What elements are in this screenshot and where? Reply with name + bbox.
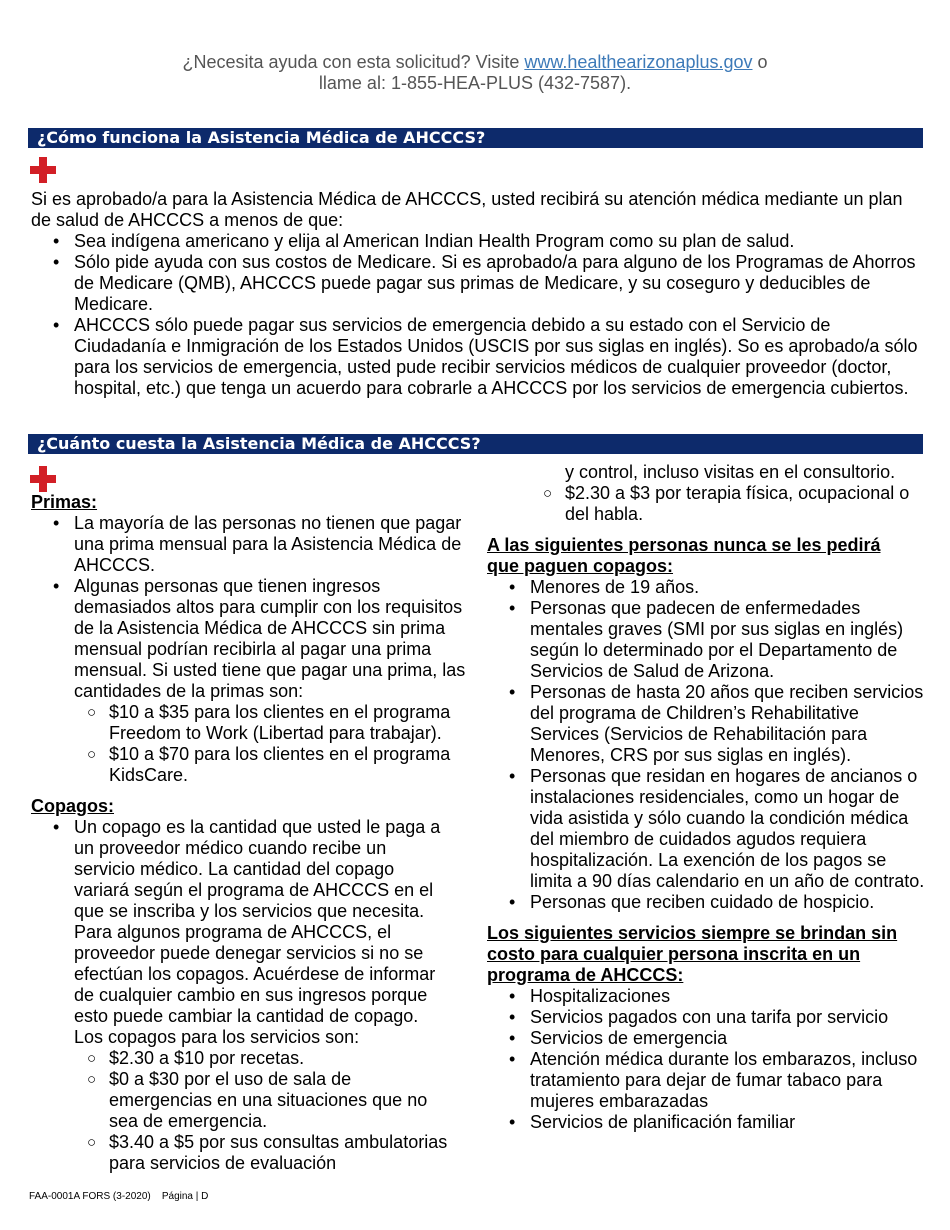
page-number: Página | D bbox=[161, 1191, 209, 1202]
copagos-sublist-continued bbox=[530, 483, 925, 525]
sub-list-item: ○ $3.40 a $5 por sus consultas ambulatorias para servicios de evaluación bbox=[74, 1132, 451, 1174]
free-services-heading: Los siguientes servicios siempre se brindan sin costo para cualquier persona inscrita en un programa de AHCCCS: bbox=[487, 923, 898, 985]
list-item: • Personas de hasta 20 años que reciben servicios del programa de Children’s Rehabilitative Services (Servicios de Rehabilitación para Menores, CRS por sus siglas en inglés). bbox=[487, 682, 925, 766]
exempt-list bbox=[487, 577, 925, 913]
sub-list-item: ○ $2.30 a $10 por recetas. bbox=[74, 1048, 451, 1069]
form-number: FAA-0001A FORS (3-2020) bbox=[29, 1191, 151, 1202]
exempt-heading: A las siguientes personas nunca se les pedirá que paguen copagos: bbox=[487, 535, 881, 576]
list-item: • Servicios pagados con una tarifa por servicio bbox=[487, 1007, 925, 1028]
list-item bbox=[31, 576, 471, 786]
list-item-text: Algunas personas que tienen ingresos demasiados altos para cumplir con los requisitos de la Asistencia Médica de AHCCCS sin prima mensual podrían recibirla al pagar una prima mensual. Si usted tiene que pagar una prima, las cantidades de la primas son: bbox=[74, 576, 466, 701]
free-services-list bbox=[487, 986, 925, 1133]
section1-list bbox=[31, 231, 923, 399]
list-item: • Sólo pide ayuda con sus costos de Medicare. Si es aprobado/a para alguno de los Programas de Ahorros de Medicare (QMB), AHCCCS puede pagar sus primas de Medicare, y su coseguro y deducibles de Medicare. bbox=[31, 252, 923, 315]
left-column bbox=[31, 492, 471, 1174]
sub-list-item: ○ $10 a $70 para los clientes en el programa KidsCare. bbox=[74, 744, 471, 786]
list-item: • Menores de 19 años. bbox=[487, 577, 925, 598]
sub-list-item: ○ $0 a $30 por el uso de sala de emergencias en una situaciones que no sea de emergencia. bbox=[74, 1069, 451, 1132]
page-footer bbox=[29, 1191, 208, 1202]
help-text: ¿Necesita ayuda con esta solicitud? Visite bbox=[182, 52, 525, 72]
section1-intro: Si es aprobado/a para la Asistencia Médica de AHCCCS, usted recibirá su atención médica mediante un plan de salud de AHCCCS a menos de que: bbox=[31, 189, 903, 230]
copagos-continued: y control, incluso visitas en el consultorio. bbox=[565, 462, 896, 482]
list-item: • Personas que padecen de enfermedades mentales graves (SMI por sus siglas en inglés) según lo determinado por el Departamento de Servicios de Salud de Arizona. bbox=[487, 598, 925, 682]
list-item: • Personas que residan en hogares de ancianos o instalaciones residenciales, como un hogar de vida asistida y sólo cuando la condición médica del miembro de cuidados agudos requiera hospitalización. La exención de los pagos se limita a 90 días calendario en un año de contrato. bbox=[487, 766, 925, 892]
list-item: • Sea indígena americano y elija al American Indian Health Program como su plan de salud. bbox=[31, 231, 923, 252]
list-item: • AHCCCS sólo puede pagar sus servicios de emergencia debido a su estado con el Servicio de Ciudadanía e Inmigración de los Estados Unidos (USCIS por sus siglas en inglés). So es aprobado/a sólo para los servicios de emergencia, usted pude recibir servicios médicos de cualquier proveedor (doctor, hospital, etc.) que tenga un acuerdo para cobrarle a AHCCCS por los servicios de emergencia cubiertos. bbox=[31, 315, 923, 399]
primas-heading: Primas: bbox=[31, 492, 98, 512]
help-phone: llame al: 1-855-HEA-PLUS (432-7587). bbox=[318, 73, 632, 93]
list-item-text: Un copago es la cantidad que usted le paga a un proveedor médico cuando recibe un servicio médico. La cantidad del copago variará según el programa de AHCCCS en el que se inscriba y los servicios que necesita. Para algunos programa de AHCCCS, el proveedor puede denegar servicios si no se efectúan los copagos. Acuérdese de informar de cualquier cambio en sus ingresos porque esto puede cambiar la cantidad de copago. Los copagos para los servicios son: bbox=[74, 817, 441, 1047]
red-cross-icon bbox=[30, 466, 56, 492]
primas-sublist bbox=[74, 702, 471, 786]
section-header-cost: ¿Cuánto cuesta la Asistencia Médica de AHCCCS? bbox=[28, 434, 923, 454]
list-item: • Hospitalizaciones bbox=[487, 986, 925, 1007]
copagos-sublist bbox=[74, 1048, 451, 1174]
list-item: • Servicios de planificación familiar bbox=[487, 1112, 925, 1133]
list-item bbox=[31, 817, 451, 1174]
list-item: • La mayoría de las personas no tienen que pagar una prima mensual para la Asistencia Médica de AHCCCS. bbox=[31, 513, 471, 576]
right-column bbox=[487, 462, 925, 1133]
primas-list bbox=[31, 513, 471, 786]
section1-body bbox=[31, 189, 923, 399]
sub-list-item: ○ $10 a $35 para los clientes en el programa Freedom to Work (Libertad para trabajar). bbox=[74, 702, 471, 744]
list-item: • Personas que reciben cuidado de hospicio. bbox=[487, 892, 925, 913]
website-link[interactable]: www.healthearizonaplus.gov bbox=[524, 52, 753, 72]
list-item: • Atención médica durante los embarazos, incluso tratamiento para dejar de fumar tabaco para mujeres embarazadas bbox=[487, 1049, 925, 1112]
copagos-heading: Copagos: bbox=[31, 796, 114, 816]
copagos-list bbox=[31, 817, 451, 1174]
sub-list-item: ○ $2.30 a $3 por terapia física, ocupacional o del habla. bbox=[530, 483, 925, 525]
help-text-end: o bbox=[752, 52, 768, 72]
red-cross-icon bbox=[30, 157, 56, 183]
help-notice bbox=[0, 52, 950, 94]
list-item: • Servicios de emergencia bbox=[487, 1028, 925, 1049]
section-header-how-it-works: ¿Cómo funciona la Asistencia Médica de AHCCCS? bbox=[28, 128, 923, 148]
